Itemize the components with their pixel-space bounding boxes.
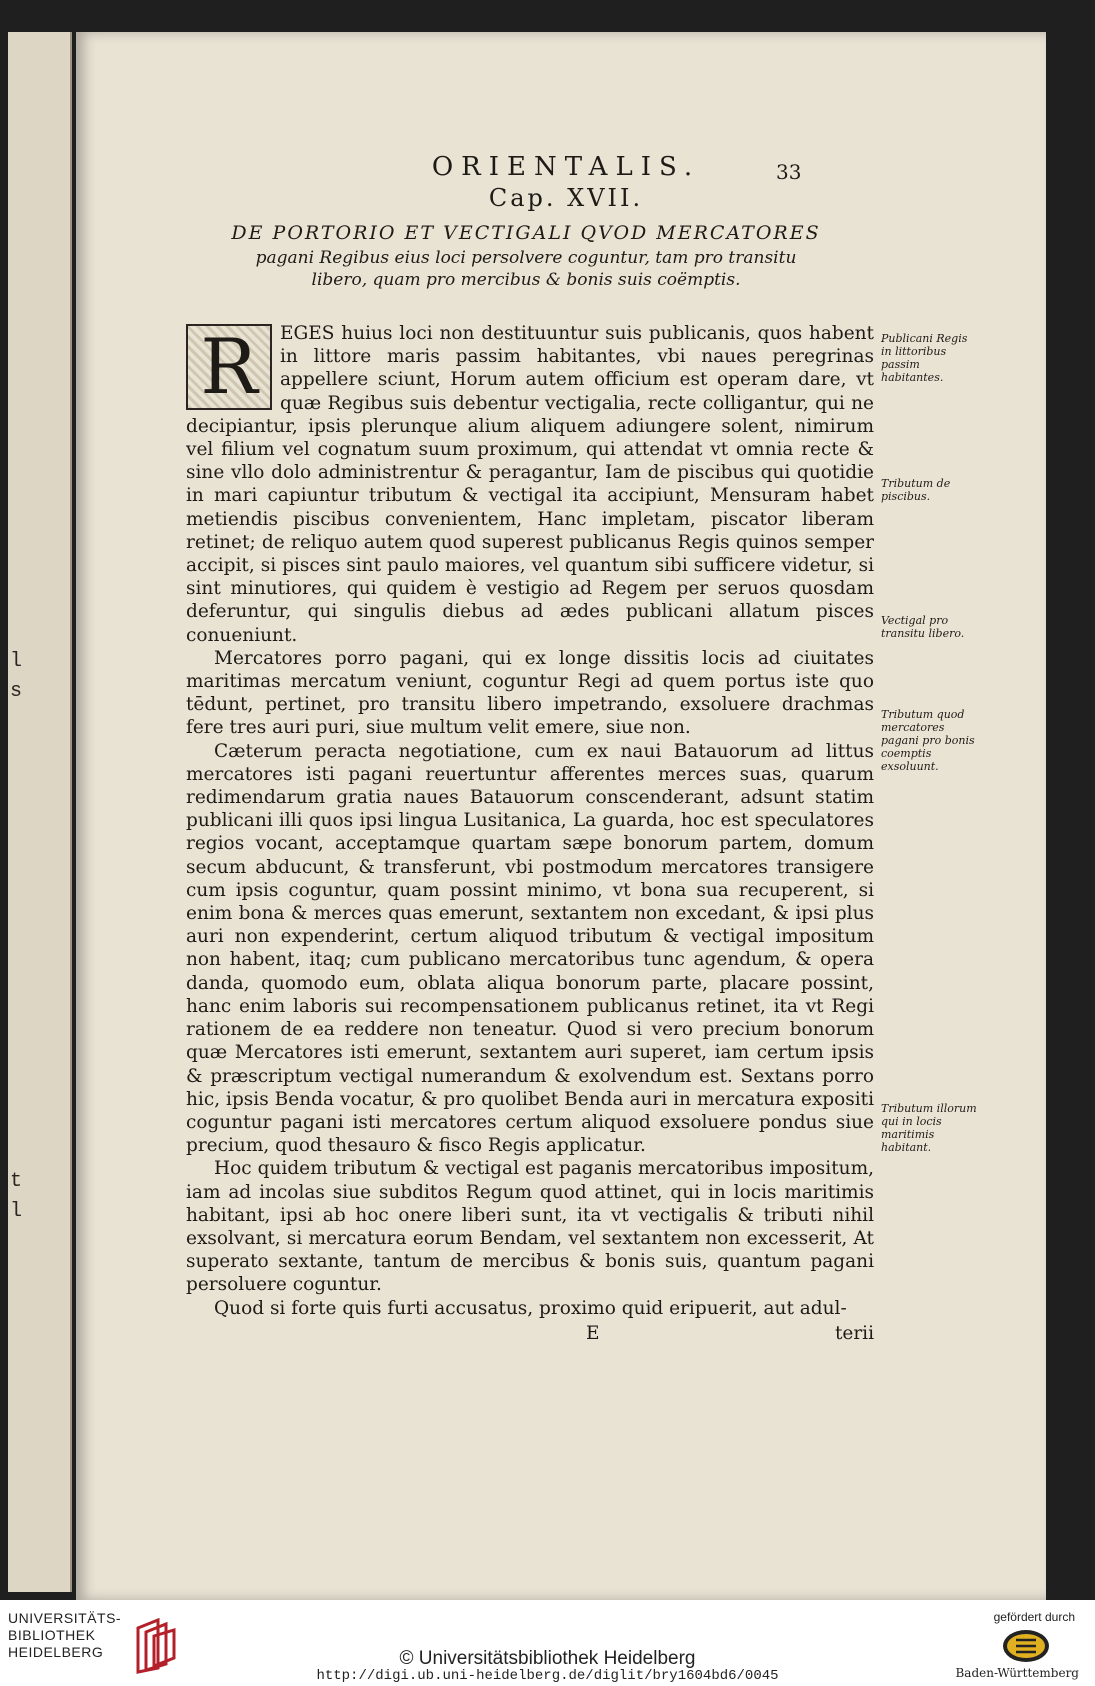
paragraph-text: EGES huius loci non destituuntur suis publicanis, quos habent in littore maris passim habitantes, vbi naues peregrinas appellere sciunt, Horum autem officium est operam dare, vt quæ Regibus suis debentur vectigalia, recte colligantur, qui ne decipiantur, ipsis plerunque alium aliquem adiungere solent, nimirum vel filium vel cognatum suum proximum, qui attendat vt omnia recte & sine vllo dolo administrentur & peragantur, Iam de piscibus qui quotidie in mari capiuntur tributum & vectigal ita accipiunt, Mensuram habet metiendis piscibus convenientem, Hanc impletam, piscator liberam retinet; de reliquo autem quod superest publicanus Regis quinos semper accipit, si pisces sint paulo maiores, vel quantum sibi sufficere videtur, si sint minutiores, qui quidem è vestigio ad Regem per seruos quosdam deferuntur, qui singulis diebus ad ædes publicani allatum pisces conueniunt. [186, 323, 874, 646]
paragraph [186, 322, 874, 647]
marginal-note: Tributum illorum qui in locis maritimis habitant. [881, 1102, 977, 1154]
catchword: terii [834, 1322, 874, 1344]
body-text [186, 322, 874, 1345]
funding-label: gefördert durch [993, 1610, 1075, 1624]
paragraph: Hoc quidem tributum & vectigal est paganis mercatoribus impositum, iam ad incolas siue subditos Regum quod attinet, qui in locis maritimis habitant, ipsi ab hoc onere liberi sunt, ita vt vectigalis & tributi nihil exsolvant, si mercatura eorum Bendam, vel sextantem non excesserit, At superato sextante, tantum de mercibus & bonis suis, quantum pagani persoluere coguntur. [186, 1158, 874, 1296]
paragraph: Cæterum peracta negotiatione, cum ex naui Batauorum ad littus mercatores isti pagani reuertuntur afferentes merces suas, quarum redimendarum gratia naues Batauorum conscenderant, adsunt statim publicani illi quos ipsi lingua Lusitanica, La guarda, hoc est speculatores regios vocant, acceptamque quartam sæpe bonorum partem, domum secum abducunt, & transferunt, vbi postmodum mercatores transigere cum ipsis coguntur, quam possint minimo, vt bona sua recuperent, si enim bona & merces quas emerunt, sextantem non excedant, & ipsi plus auri non expenderint, certum aliquod tributum & vectigal impositum non habent, itaq; cum publicano mercatoribus tunc agendum, & opera danda, quomodo eum, oblata aliqua bonorum parte, placare possint, hanc enim laboris sui recompensationem publicanus retinet, ita vt Regi rationem de ea reddere non teneatur. Quod si vero precium bonorum quæ Mercatores isti emerunt, sextantem auri superet, iam certum ipsis & præscriptum vectigal numerandum & exolvendum est. Sextans porro hic, ipsis Benda vocatur, & pro quolibet Benda auri in mercatura expositi coguntur pagani isti mercatores certum aliquod exsoluere pondus siue precium, quod thesauro & fisco Regis applicatur. [186, 740, 874, 1157]
copyright-notice: © Universitätsbibliothek Heidelberg [399, 1648, 696, 1669]
decorated-initial: R [186, 324, 272, 410]
previous-page-letter: t [10, 1170, 23, 1193]
chapter-title: Cap. XVII. [488, 184, 644, 212]
marginal-note: Tributum de piscibus. [881, 477, 951, 503]
previous-page-edge [8, 32, 72, 1592]
signature-mark: E [586, 1322, 600, 1344]
paragraph: Mercatores porro pagani, qui ex longe dissitis locis ad ciuitates maritimas mercatum veniunt, coguntur Regi ad quem portus iste quo tēdunt, pertinet, pro transitu libero impetrando, exsoluere drachmas fere tres auri puri, siue multum velit emere, siue non. [186, 647, 874, 739]
funder-name: Baden-Württemberg [955, 1666, 1079, 1680]
coat-of-arms-icon[interactable] [1001, 1628, 1051, 1664]
page-foot [186, 1322, 874, 1345]
previous-page-letter: l [10, 650, 23, 673]
marginal-note: Publicani Regis in littoribus passim habitantes. [881, 332, 968, 384]
permalink[interactable]: http://digi.ub.uni-heidelberg.de/diglit/bry1604bd6/0045 [316, 1668, 779, 1684]
section-subheading: pagani Regibus eius loci persolvere coguntur, tam pro transitu libero, quam pro mercibus & bonis suis coëmptis. [255, 248, 797, 291]
running-header: ORIENTALIS. [431, 152, 701, 182]
previous-page-letter: l [10, 1200, 23, 1223]
section-heading: DE PORTORIO ET VECTIGALI QVOD MERCATORES [231, 222, 821, 244]
page-number: 33 [776, 160, 802, 184]
marginal-note: Tributum quod mercatores pagani pro bonis coemptis exsoluunt. [881, 708, 975, 773]
footer-bar [0, 1600, 1095, 1686]
marginal-note: Vectigal pro transitu libero. [881, 614, 965, 640]
library-name: UNIVERSITÄTS- BIBLIOTHEK HEIDELBERG [8, 1610, 122, 1660]
paragraph: Quod si forte quis furti accusatus, proximo quid eripuerit, aut adul- [214, 1297, 847, 1319]
previous-page-letter: s [10, 680, 23, 703]
book-page [76, 32, 1046, 1600]
